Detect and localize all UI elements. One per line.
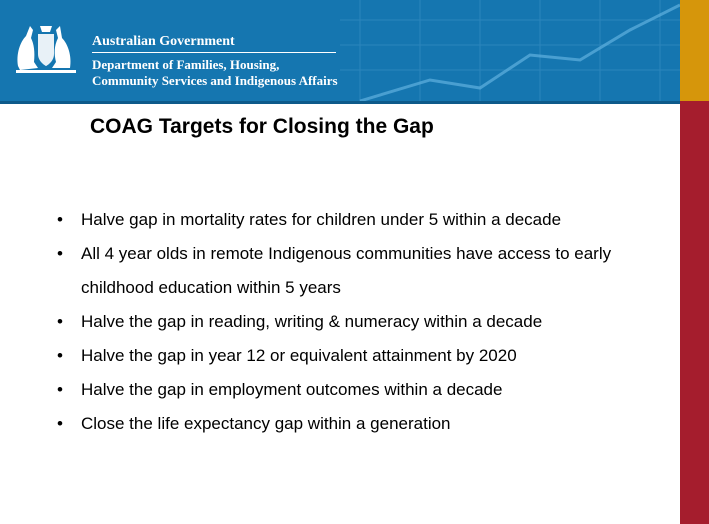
bullet-text: All 4 year olds in remote Indigenous communities have access to early childhood education within 5 years (81, 244, 612, 297)
coat-of-arms-icon (10, 16, 82, 76)
header-banner (0, 0, 680, 101)
side-accent-gold (680, 0, 709, 101)
slide-title: COAG Targets for Closing the Gap (90, 115, 434, 138)
bullet-icon: • (57, 414, 63, 433)
bullet-icon: • (57, 312, 63, 331)
bullet-text: Close the life expectancy gap within a generation (81, 414, 451, 433)
bullet-item (57, 237, 677, 305)
bullet-item (57, 339, 677, 373)
bullet-text: Halve gap in mortality rates for children under 5 within a decade (81, 210, 562, 229)
bullet-text: Halve the gap in reading, writing & numeracy within a decade (81, 312, 543, 331)
bullet-text: Halve the gap in employment outcomes within a decade (81, 380, 503, 399)
bullet-icon: • (57, 210, 63, 229)
bullet-item (57, 373, 677, 407)
side-accent-red (680, 101, 709, 524)
bullet-item (57, 203, 677, 237)
bullet-list (57, 203, 677, 441)
bullet-text: Halve the gap in year 12 or equivalent attainment by 2020 (81, 346, 517, 365)
department-line-1: Department of Families, Housing, (92, 57, 280, 72)
bullet-item (57, 305, 677, 339)
department-line-2: Community Services and Indigenous Affairs (92, 73, 338, 88)
header-bottom-border (0, 101, 680, 104)
department-name (92, 57, 338, 89)
header-divider (92, 52, 336, 53)
bullet-icon: • (57, 380, 63, 399)
bullet-item (57, 407, 677, 441)
bullet-icon: • (57, 346, 63, 365)
government-title: Australian Government (92, 34, 235, 49)
bullet-icon: • (57, 244, 63, 263)
